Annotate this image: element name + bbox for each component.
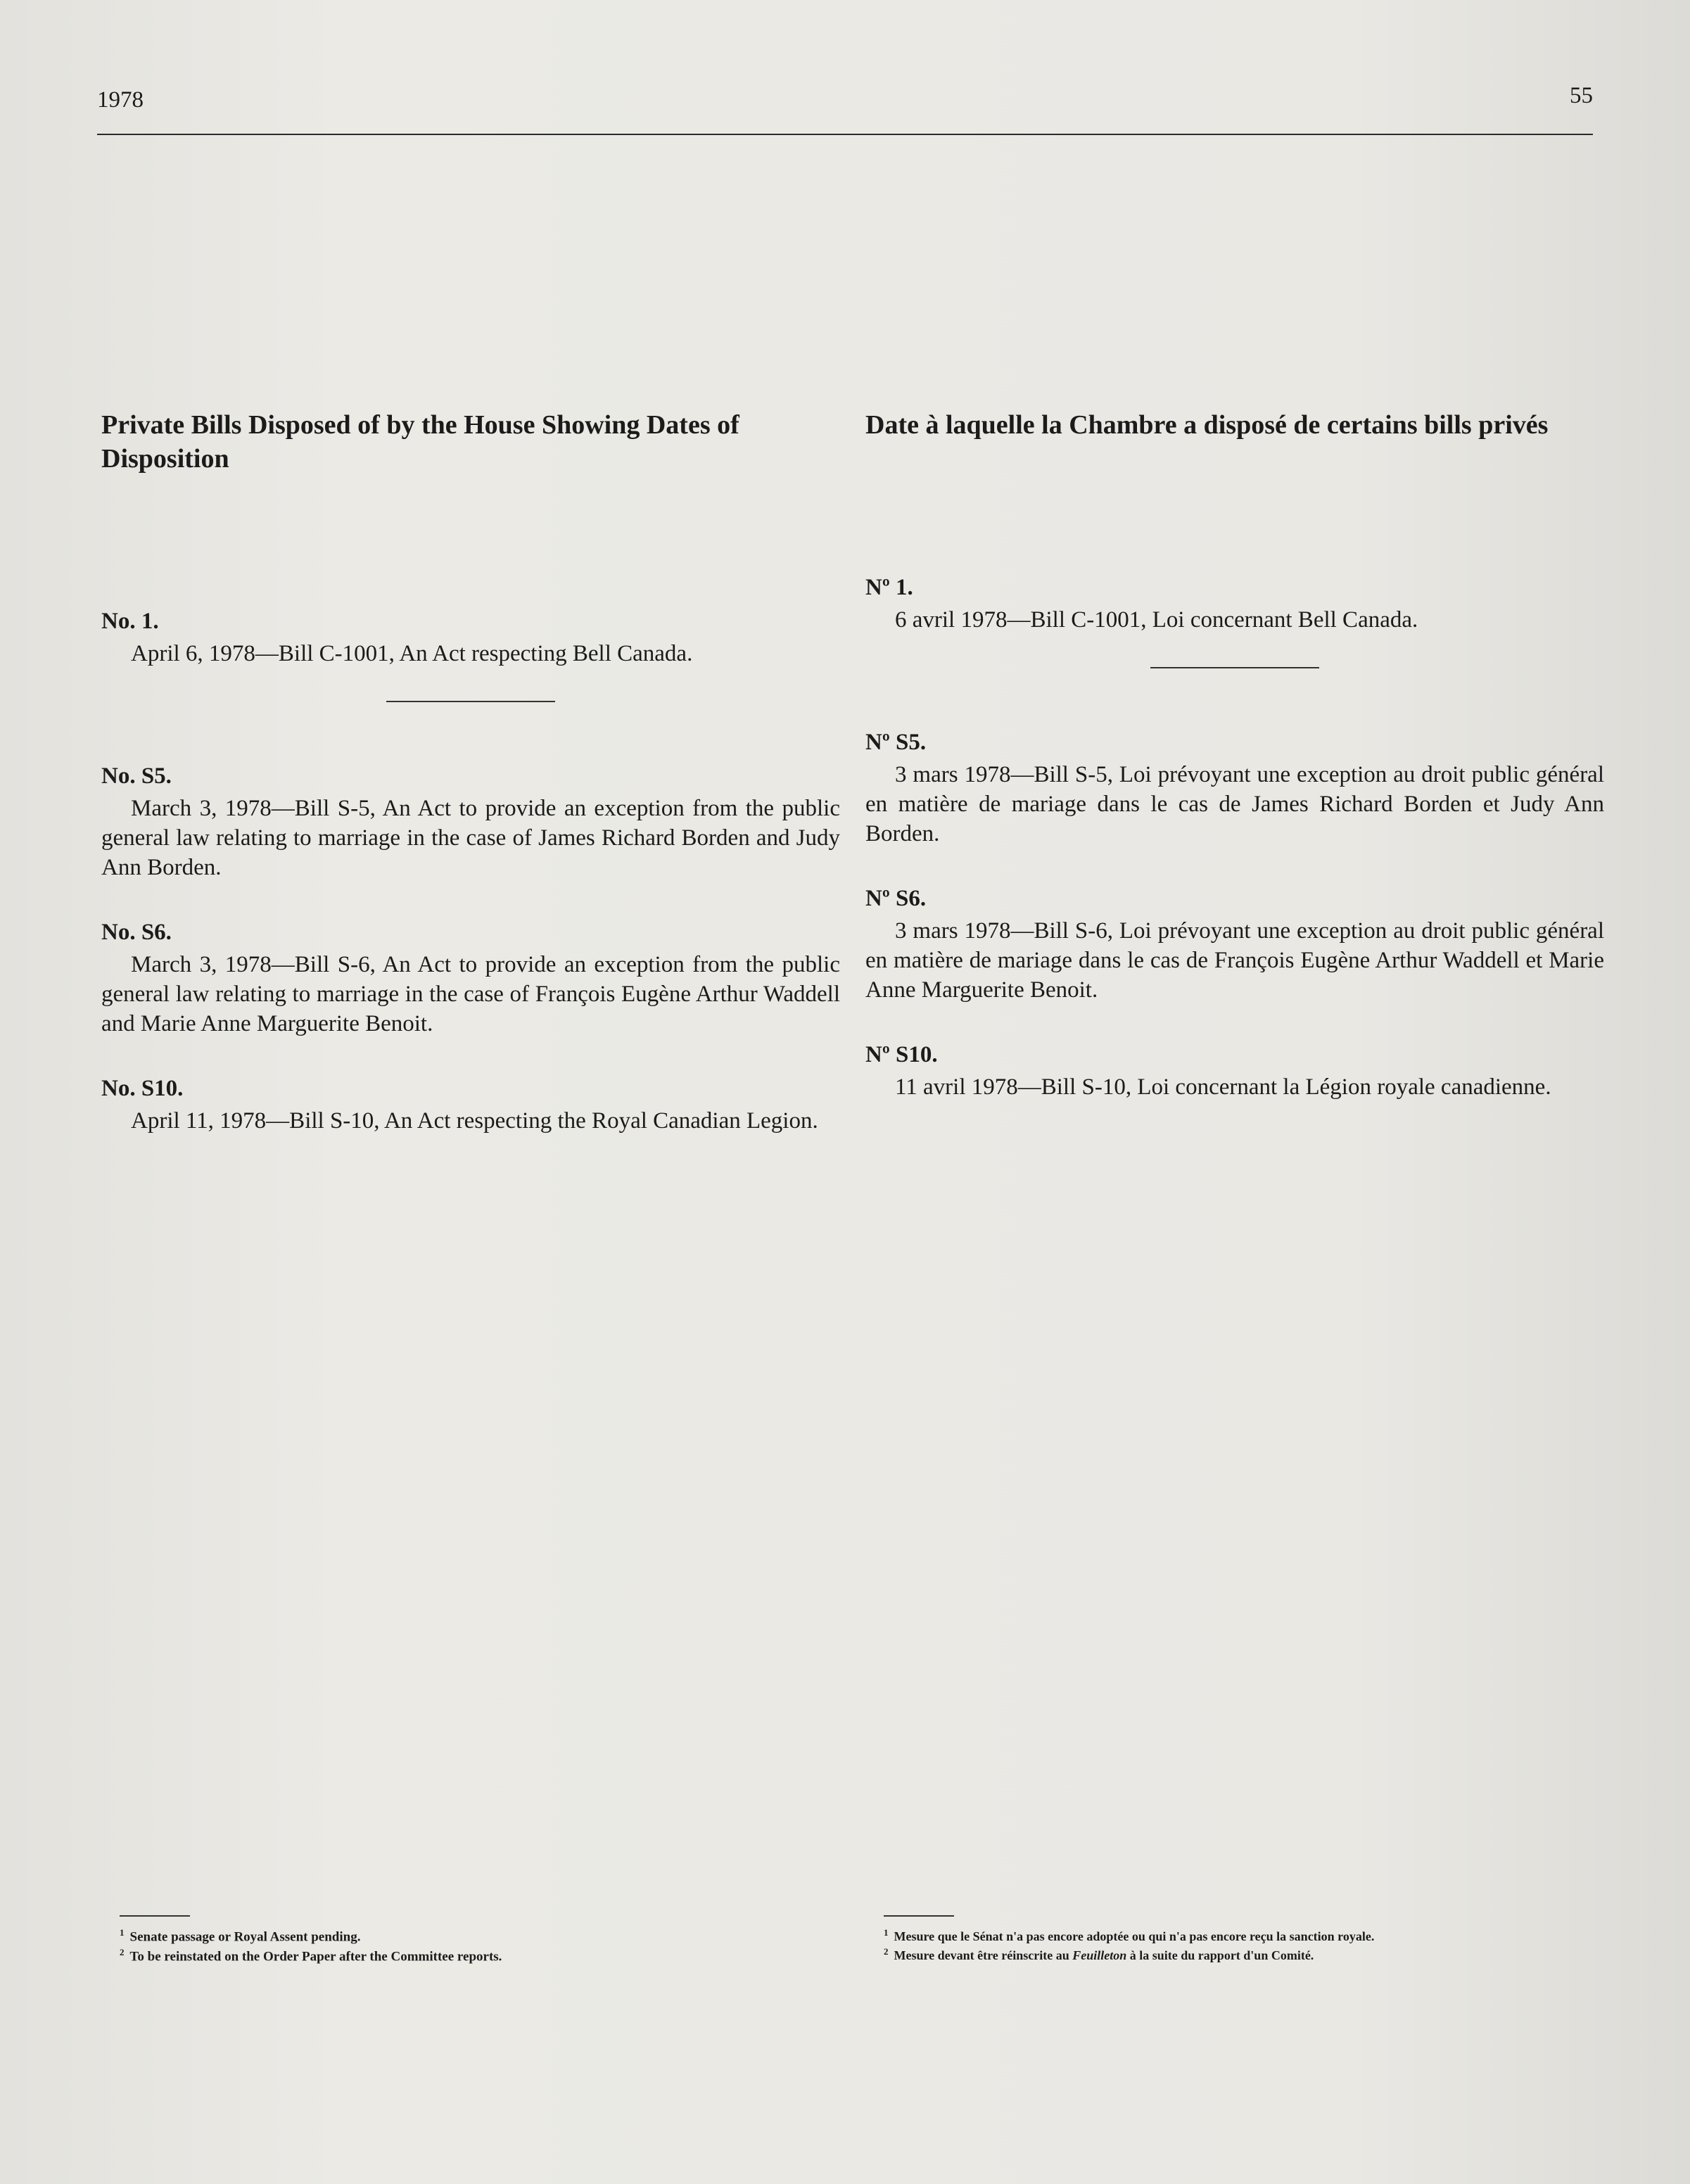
- bill-entry: [865, 573, 1604, 635]
- bill-entry: [865, 1040, 1604, 1102]
- bill-number: No. S10.: [101, 1076, 184, 1101]
- footnote-mark: 1: [120, 1927, 125, 1938]
- footnote-text: Senate passage or Royal Assent pending.: [129, 1929, 361, 1945]
- english-footnotes: [120, 1915, 858, 1965]
- english-title: Private Bills Disposed of by the House Showing Dates of Disposition: [101, 410, 739, 474]
- footnote-mark: 2: [120, 1947, 125, 1958]
- bill-number: Nº 1.: [865, 575, 913, 600]
- footnote-text-prefix: Mesure devant être réinscrite au: [894, 1948, 1073, 1962]
- bill-description: 3 mars 1978—Bill S-5, Loi prévoyant une exception au droit public général en matière de mariage dans le cas de James Richard Borden et Judy Ann Borden.: [865, 762, 1604, 846]
- bill-number: Nº S5.: [865, 730, 927, 755]
- bill-number: Nº S6.: [865, 886, 927, 911]
- french-footnotes: [884, 1915, 1622, 1963]
- header-year: 1978: [97, 87, 144, 113]
- bill-entry: [101, 1074, 840, 1136]
- english-column: [101, 408, 840, 1136]
- bill-number: No. S6.: [101, 920, 172, 945]
- french-title: Date à laquelle la Chambre a disposé de certains bills privés: [865, 410, 1549, 440]
- footnote-mark: 2: [884, 1946, 889, 1957]
- page-header: [97, 83, 1593, 135]
- bill-entry: [101, 761, 840, 882]
- page-number: 55: [1570, 83, 1593, 108]
- bill-number: No. 1.: [101, 609, 159, 634]
- bill-entry: [865, 728, 1604, 849]
- bill-description: 11 avril 1978—Bill S-10, Loi concernant la Légion royale canadienne.: [895, 1074, 1551, 1100]
- bill-description: April 6, 1978—Bill C-1001, An Act respecting Bell Canada.: [131, 641, 693, 666]
- bill-description: April 11, 1978—Bill S-10, An Act respecting the Royal Canadian Legion.: [131, 1108, 818, 1134]
- bill-entry: [865, 884, 1604, 1005]
- bill-entry: [101, 607, 840, 668]
- footnote: [884, 1944, 1622, 1963]
- footnote: [120, 1945, 858, 1964]
- footnote: [120, 1925, 858, 1945]
- footnote-text: Mesure que le Sénat n'a pas encore adoptée ou qui n'a pas encore reçu la sanction royale.: [894, 1929, 1375, 1943]
- french-column: [865, 408, 1604, 1102]
- footnote-rule: [884, 1915, 954, 1917]
- bill-description: 6 avril 1978—Bill C-1001, Loi concernant Bell Canada.: [895, 607, 1418, 633]
- bill-entry: [101, 918, 840, 1039]
- bill-number: Nº S10.: [865, 1042, 938, 1067]
- bill-description: March 3, 1978—Bill S-6, An Act to provide an exception from the public general law relating to marriage in the case of François Eugène Arthur Waddell and Marie Anne Marguerite Benoit.: [101, 952, 840, 1036]
- footnote-text-suffix: à la suite du rapport d'un Comité.: [1126, 1948, 1314, 1962]
- footnote-text-emphasis: Feuilleton: [1072, 1948, 1127, 1962]
- footnote: [884, 1925, 1622, 1944]
- header-rule: [97, 134, 1593, 135]
- footnote-rule: [120, 1915, 190, 1917]
- bill-description: March 3, 1978—Bill S-5, An Act to provide an exception from the public general law relating to marriage in the case of James Richard Borden and Judy Ann Borden.: [101, 796, 840, 880]
- footnote-mark: 1: [884, 1927, 889, 1938]
- footnote-text: To be reinstated on the Order Paper after the Committee reports.: [129, 1949, 502, 1964]
- bill-description: 3 mars 1978—Bill S-6, Loi prévoyant une exception au droit public général en matière de mariage dans le cas de François Eugène Arthur Waddell et Marie Anne Marguerite Benoit.: [865, 918, 1604, 1003]
- bill-number: No. S5.: [101, 763, 172, 789]
